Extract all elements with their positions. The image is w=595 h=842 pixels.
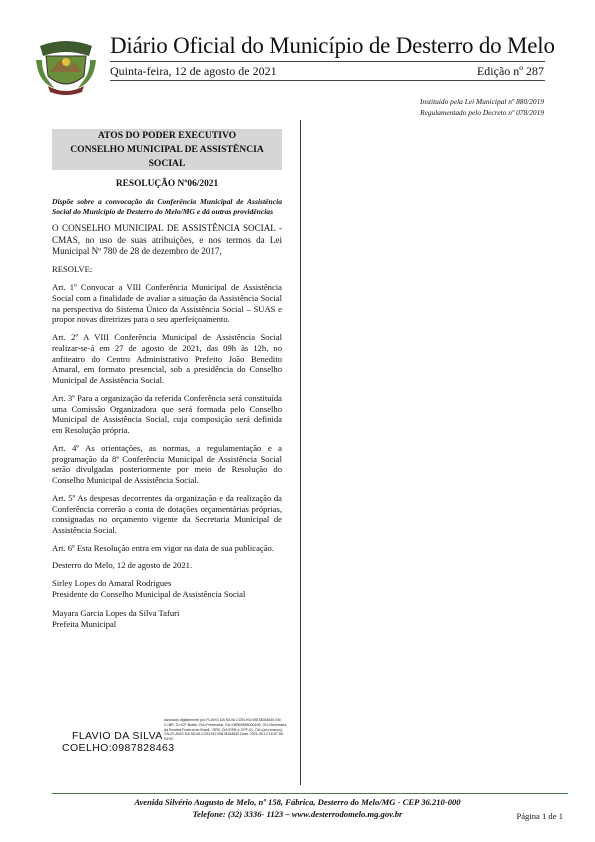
resolution-ementa: Dispõe sobre a convocação da Conferência Municipal de Assistência Social do Município de Desterro do Melo/MG e dá outras providências [52, 197, 282, 216]
article-2: Art. 2º A VIII Conferência Municipal de Assistência Social realizar-se-á em 27 de agosto de 2021, das 09h às 12h, no anfiteatro do Centro Administrativo Prefeito João Benedito Amaral, em formato presencial, sob a presidência do Conselho Municipal de Assistência Social. [52, 331, 282, 386]
instituted-by: Instituído pela Lei Municipal nº 880/2019 [419, 97, 544, 106]
edition-number: Edição nº 287 [476, 64, 544, 78]
section-heading-line1: ATOS DO PODER EXECUTIVO [97, 130, 237, 141]
article-3: Art. 3º Para a organização da referida Conferência será constituída uma Comissão Organizadora que será formada pelo Conselho Municipal de Assistência Social, cuja composição será definida em Resolução própria. [52, 392, 282, 436]
resolution-column [52, 129, 282, 630]
footer-address: Avenida Silvério Augusto de Melo, nº 158, Fábrica, Desterro do Melo/MG - CEP 36.210-000 [134, 797, 461, 807]
footer-contact: Telefone: (32) 3336- 1123 – www.desterrodomelo.mg.gov.br [192, 809, 403, 819]
digital-signature-block [52, 718, 286, 764]
newspaper-title: Diário Oficial do Município de Desterro do Melo [110, 33, 555, 58]
column-divider [300, 120, 301, 785]
digital-signature-name-line2: COELHO:0987828463 [62, 742, 175, 754]
digital-signature-details: Assinado digitalmente por FLAVIO DA SILVA COELHO:09878284630 DN: C=BR, O=ICP-Brasil, OU=Presencial, OU=08969558000106, OU=Secretaria da Receita Federal do Brasil - RFB, OU=RFB e-CPF A1, OU=(em branco), CN=FLAVIO DA SILVA COELHO:09878284630 Data: 2021.08.12 16:57:06-03'00' [164, 718, 287, 742]
footer-rule [52, 793, 568, 794]
signer1-name: Sirley Lopes do Amaral Rodrigues [52, 577, 172, 588]
article-1: Art. 1º Convocar a VIII Conferência Municipal de Assistência Social com a finalidade de avaliar a situação da Assistência Social na perspectiva do Sistema Único da Assistência Social – SUAS e propor novas diretrizes para o seu aperfeiçoamento. [52, 281, 282, 325]
resolution-title: RESOLUÇÃO Nº06/2021 [115, 179, 219, 190]
digital-signature-name [62, 730, 174, 754]
resolve-label: RESOLVE: [52, 264, 93, 275]
regulated-by: Regulamentado pelo Decreto nº 078/2019 [420, 108, 544, 117]
article-5: Art. 5º As despesas decorrentes da organização e da realização da Conferência correrão a conta de dotações orçamentárias próprias, consignadas no orçamento vigente da Secretaria Municipal de Assistência Social. [52, 492, 282, 536]
header-rule-bottom [110, 80, 545, 81]
page-number: Página 1 de 1 [516, 811, 563, 821]
header-rule [110, 61, 545, 62]
digital-signature-name-line1: FLAVIO DA SILVA [72, 730, 163, 742]
article-6: Art. 6º Esta Resolução entra em vigor na data de sua publicação. [52, 542, 274, 553]
signer2-name: Mayara Garcia Lopes da Silva Tafuri [52, 608, 180, 619]
signer1-role: Presidente do Conselho Municipal de Assistência Social [52, 588, 246, 599]
article-4: Art. 4º As orientações, as normas, a regulamentação e a programação da 8ª Conferência Municipal de Assistência Social serão divulgadas posteriormente por meio de Resolução do Conselho Municipal de Assistência Social. [52, 442, 282, 486]
publication-date: Quinta-feira, 12 de agosto de 2021 [110, 64, 277, 78]
municipal-coat-of-arms-icon [34, 36, 98, 98]
resolution-preamble: O CONSELHO MUNICIPAL DE ASSISTÊNCIA SOCIAL - CMAS, no uso de suas atribuições, e nos termos da Lei Municipal Nº 780 de 28 de dezembro de 2017, [52, 223, 282, 257]
section-heading-line2: CONSELHO MUNICIPAL DE ASSISTÊNCIA SOCIAL [70, 143, 264, 169]
signer2-role: Prefeita Municipal [52, 619, 117, 630]
place-date: Desterro do Melo, 12 de agosto de 2021. [52, 560, 193, 571]
section-heading [52, 129, 282, 170]
